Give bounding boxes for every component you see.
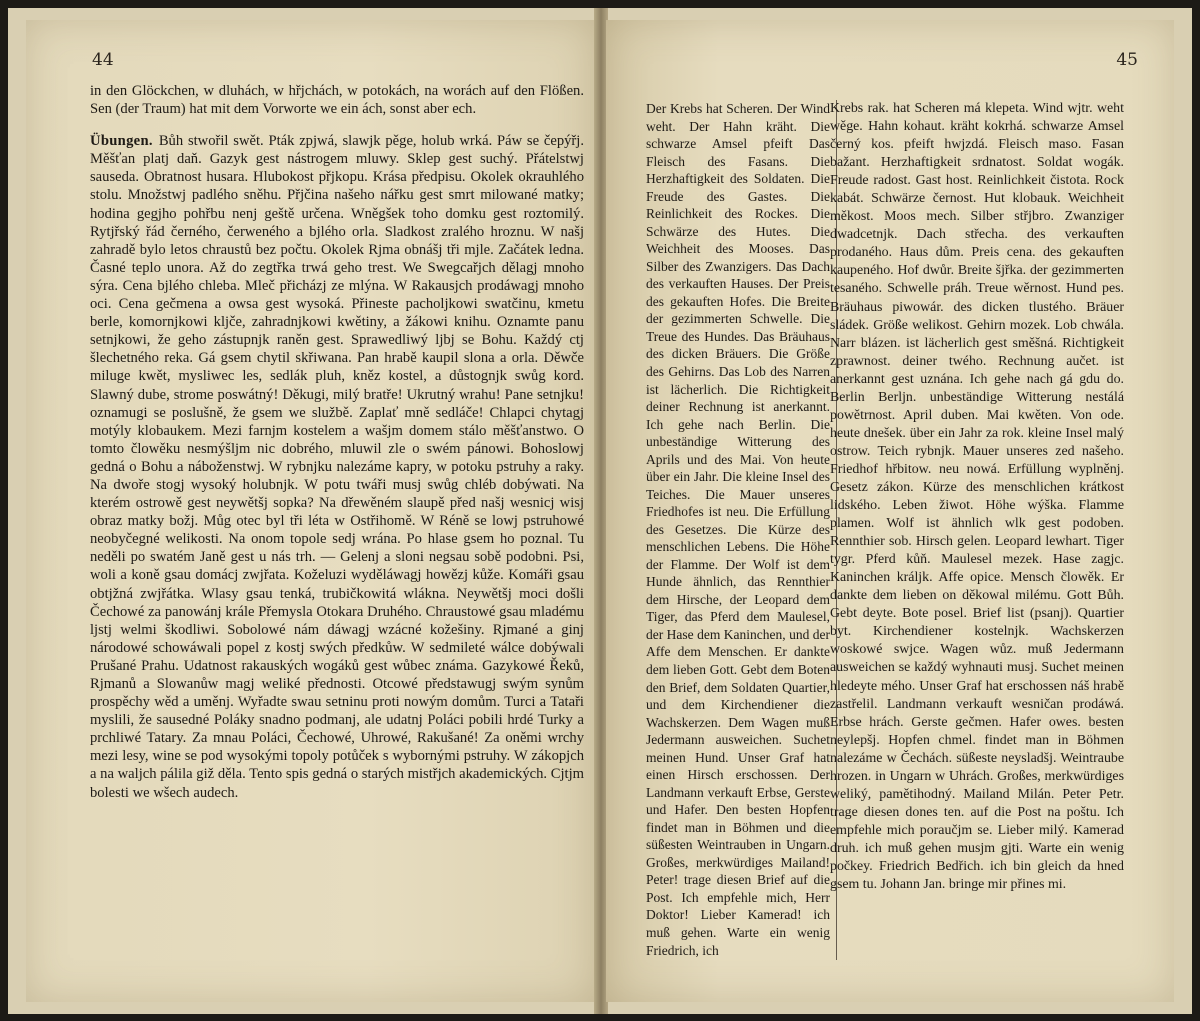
book-spread xyxy=(8,8,1192,1014)
left-page xyxy=(26,20,594,1002)
german-column: Der Krebs hat Scheren. Der Wind weht. Der Hahn kräht. Die schwarze Amsel pfeift Das Fleisch des Fasans. Die Herzhaftigkeit des Soldaten. Die Freude des Gastes. Die Reinlichkeit des Rockes. Die Schwärze des Hutes. Die Weichheit des Mooses. Das Silber des Zwanzigers. Das Dach des verkauften Hauses. Der Preis des gekauften Hofes. Die Breite der gezimmerten Schwelle. Die Treue des Hundes. Das Bräuhaus des dicken Bräuers. Die Größe des Gehirns. Das Lob des Narren ist lächerlich. Die Richtigkeit deiner Rechnung ist anerkannt. Ich gehe nach Berlin. Die unbeständige Witterung des Aprils und des Mai. Von heute über ein Jahr. Die kleine Insel des Teiches. Die Mauer unseres Friedhofes ist neu. Die Erfüllung des Gesetzes. Die Kürze des menschlichen Lebens. Die Höhe der Flamme. Der Wolf ist dem Hunde ähnlich, das Rennthier dem Hirsche, der Leopard dem Tiger, das Pferd dem Maulesel, der Hase dem Kaninchen, und der Affe dem Menschen. Er dankte dem lieben Gott. Gebt dem Boten den Brief, dem Soldaten Quartier, und dem Kirchendiener die Wachskerzen. Dem Wagen muß Jedermann ausweichen. Suchet meinen Hund. Unser Graf hat einen Hirsch erschossen. Der Landmann verkauft Erbse, Gerste und Hafer. Den besten Hopfen findet man in Böhmen und die süßesten Weintrauben in Ungarn. Großes, merkwürdiges Mailand! Peter! trage diesen Brief auf die Post. Ich empfehle mich, Herr Doktor! Lieber Kamerad! ich muß gehen. Warte ein wenig Friedrich, ich xyxy=(646,101,830,958)
page-number-right: 45 xyxy=(1116,50,1138,70)
intro-paragraph: in den Glöckchen, w dluhách, w hřjchách, w potokách, na worách auf den Flößen. Sen (der Traum) hat mit dem Vorworte we ein ách, sonst aber ech. xyxy=(90,83,584,118)
vocabulary-column: Krebs rak. hat Scheren má klepeta. Wind wjtr. weht wěge. Hahn kohaut. kräht kokrhá. schwarze Amsel černý kos. pfeift hwjzdá. Fleisch maso. Fasan bažant. Herzhaftigkeit srdnatost. Soldat wogák. Freude radost. Gast host. Reinlichkeit čistota. Rock kabát. Schwärze černost. Hut klobauk. Weichheit měkost. Moos mech. Silber střjbro. Zwanziger dwadcetnjk. Dach střecha. des verkauften prodaného. Haus dům. Preis cena. des gekauften kaupeného. Hof dwůr. Breite šjřka. der gezimmerten tesaného. Schwelle práh. Treue wěrnost. Hund pes. Bräuhaus piwowár. des dicken tlustého. Bräuer sládek. Größe welikost. Gehirn mozek. Lob chwála. Narr blázen. ist lächerlich gest směšná. Richtigkeit zprawnost. deiner twého. Rechnung aučet. ist anerkannt gest uznána. Ich gehe nach gá gdu do. Berlin Berljn. unbeständige Witterung nestálá powětrnost. April duben. Mai kwěten. Von ode. heute dnešek. über ein Jahr za rok. kleine Insel malý ostrow. Teich rybnjk. Mauer unseres zed našeho. Friedhof hřbitow. neu nowá. Erfüllung wyplněnj. Gesetz zákon. Kürze des menschlichen krátkost lidského. Leben žiwot. Höhe wýška. Flamme plamen. Wolf ist ähnlich wlk gest podoben. Rennthier sob. Hirsch gelen. Leopard lewhart. Tiger tygr. Pferd kůň. Maulesel mezek. Hase zagjc. Kaninchen králjk. Affe opice. Mensch člowěk. Er dankte dem lieben on děkowal milému. Gott Bůh. Gebt deyte. Bote posel. Brief list (psanj). Quartier byt. Kirchendiener kostelnjk. Wachskerzen woskowé swjce. Wagen wůz. muß Jedermann ausweichen se každý wyhnauti musj. Suchet meinen hledeyte mého. Unser Graf hat erschossen náš hrabě zastřelil. Landmann verkauft wesničan prodáwá. Erbse hrách. Gerste gečmen. Hafer owes. besten neylepšj. Hopfen chmel. findet man in Böhmen nalezáme w Čechách. süßeste neysladšj. Weintraube hrozen. in Ungarn w Uhrách. Großes, merkwürdiges weliký, pamětihodný. Mailand Milán. Peter Petr. trage diesen dones ten. auf die Post na poštu. Ich empfehle mich poraučjm se. Lieber milý. Kamerad druh. ich muß gehen musjm gjti. Warte ein wenig počkey. Friedrich Bedřich. ich bin gleich da hned gsem tu. Johann Jan. bringe mir přines mi. xyxy=(830,101,1124,893)
right-page xyxy=(606,20,1174,1002)
left-page-body xyxy=(90,82,584,802)
page-number-left: 44 xyxy=(92,50,114,70)
exercise-heading: Übungen. xyxy=(90,133,153,150)
exercise-paragraph xyxy=(90,132,584,801)
exercise-text: Bůh stwořil swět. Pták zpjwá, slawjk pěge, holub wrká. Páw se čepýřj. Měšťan platj daň. Gazyk gest nástrogem mluwy. Sklep gest suchý. Přátelstwj sauseda. Obratnost husara. Hlubokost přjkopu. Krása předpisu. Okolek okrauhlého stolu. Množstwj padlého sněhu. Přjčina našeho nářku gest smrt milowané matky; hodina gegjho pohřbu nenj geště určena. Wněgšek toho domku gest roztomilý. Rytjřský řád černého, čerweného a bjlého orla. Sladkost zralého hroznu. W našj zahradě bylo letos chraustů bez počtu. Okolek Rjma obnášj tři mjle. Začátek ledna. Časné teplo unora. Až do zegtřka trwá geho trest. We Swegcařjch dělagj mnoho sýra. Cena bjlého chleba. Mleč přicházj ze mlýna. W Rakausjch prodáwagj mnoho oci. Cena gečmena a owsa gest wysoká. Přineste pacholjkowi swatčinu, kmetu berle, komornjkowi kljče, zahradnjkowi kwětiny, a žákowi knihu. Oznamte panu setnjkowi, že geho zástupnjk raněn gest. Sprawedliwý ljbj se Bohu. Každý ctj šlechetného reka. Gá gsem chytil skřiwana. Pan hrabě kaupil slona a orla. Děwče miluge kwět, mysliwec les, sedlák pluh, kněz kostel, a důstognjk swůg kord. Slawný dube, strome poswátný! Děkugi, milý bratře! Ukrutný wrahu! Pane setnjku! oznamugi se poslušně, že gsem we službě. Zaplať mně sedláče! Chlapci chytagj motýly klobaukem. Mezi farnjm kostelem a wašjm domem stálo měšťanstwo. O tomto člowěku nesmýšljm nic dobrého, mluwil zle o swém pánowi. Bohoslowj gedná o Bohu a náboženstwj. W rybnjku nalezáme kapry, w potoku pstruhy a raky. Na dwoře stogj wysoký holubnjk. W potu twáři musj swůg chléb dobýwati. Na kterém ostrowě gest neywětšj sopka? Na dřewěném slaupě před našj wesnicj wisj obraz matky božj. Můg otec byl tři léta w Ostřihomě. W Réně se lowj pstruhowé neobyčegné welikosti. Na onom topole sedj wrána. Po hlase gsem ho poznal. Tu neděli po swatém Janě gest u nás trh. — Gelenj a sloni negsau sobě podobni. Psi, woli a koně gsau domácj zwjřata. Koželuzi wyděláwagj howězj kůže. Komáři gsau obtjžná zwjřátka. Wlasy gsau tenká, trubičkowitá wlákna. Neywětšj moci došli Čechowé za panowánj krále Přemysla Otokara Druhého. Chraustowé gsau mladému ljstj welmi škodliwi. Sobolowé nám dáwagj wzácné kožešiny. Rjmané a ginj národowé schowáwali popel z kostj swých předkůw. W sedmileté wálce dobýwali Prušané Prahu. Udatnost rakauských wogáků gest wůbec známa. Gazykowé Řeků, Rjmanů a Slowanůw magj weliké přednosti. Otcowé předstawugj swým synům prospěchy wěd a uměnj. Wyřadte swau setninu proti nowým domům. Turci a Tataři myslili, že sausedné Poláky snadno podmanj, ale udatnj Poláci pobili hrdé Turky a prchliwé Tatary. Za mnau Poláci, Čechowé, Uhrowé, Rakušané! Za oněmi wrchy mezi lesy, wine se pod wysokými topoly potůček s wybornými pstruhy. W zákopjch a na waljch pálila giž děla. Tento spis gedná o starých mistřjch akademických. Cjtjm bolesti we wšech audech. xyxy=(90,133,584,801)
